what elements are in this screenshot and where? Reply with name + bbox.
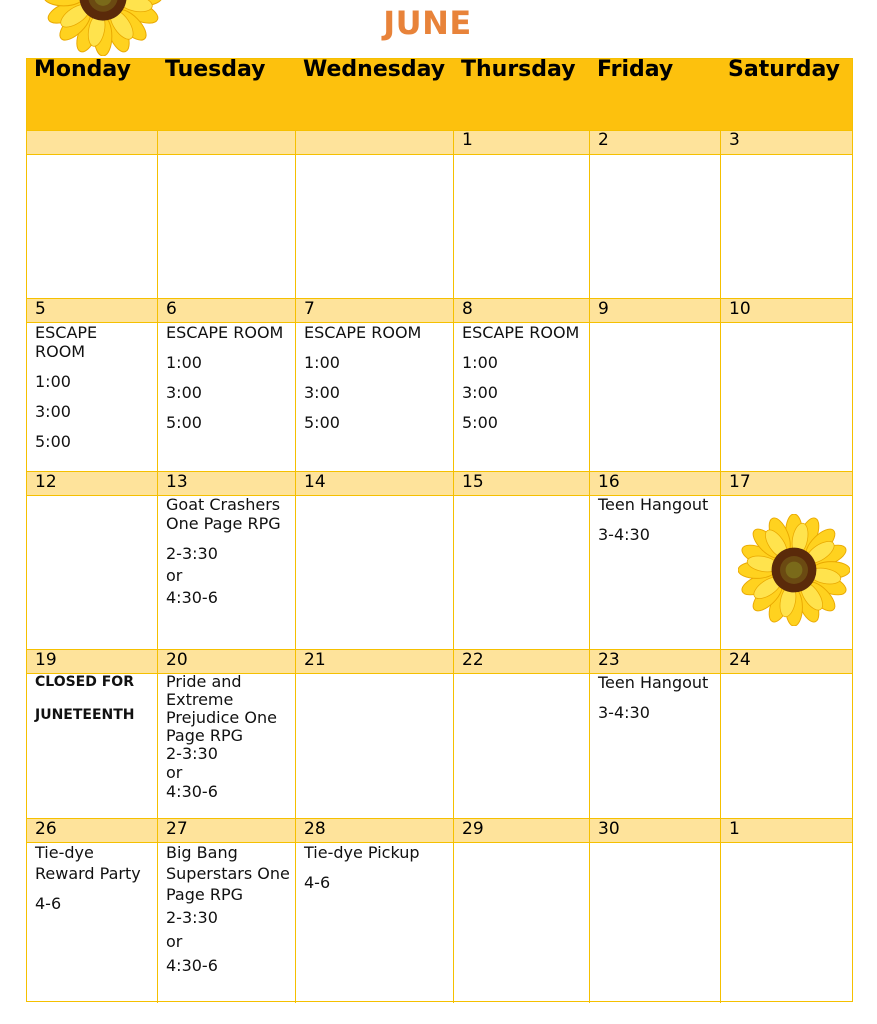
- event-title: Page RPG: [166, 885, 243, 904]
- event-escape-room: [454, 323, 589, 432]
- event-time: 3-4:30: [598, 703, 650, 722]
- event-title: Reward Party: [35, 864, 141, 883]
- date-number: 28: [304, 819, 326, 839]
- calendar-grid: [26, 58, 853, 1002]
- closed-line: CLOSED FOR: [35, 674, 134, 690]
- event-time: 1:00: [462, 353, 498, 372]
- date-number: 1: [729, 819, 740, 839]
- date-number: 7: [304, 299, 315, 319]
- event-time: 3:00: [35, 402, 71, 421]
- event-title: Prejudice One: [166, 708, 277, 727]
- date-number: 9: [598, 299, 609, 319]
- event-title: Pride and: [166, 672, 242, 691]
- event-time: 2-3:30: [166, 544, 218, 563]
- event-time: 2-3:30: [166, 744, 218, 763]
- weekday-monday: Monday: [34, 57, 131, 82]
- event-time: 4:30-6: [166, 956, 218, 975]
- event-time: 5:00: [166, 413, 202, 432]
- weekday-friday: Friday: [597, 57, 674, 82]
- event-goat-crashers: [158, 495, 295, 607]
- event-title: Tie-dye Pickup: [304, 843, 420, 862]
- date-number: 26: [35, 819, 57, 839]
- event-time: 3-4:30: [598, 525, 650, 544]
- event-time: 3:00: [462, 383, 498, 402]
- event-tie-dye-pickup: [296, 843, 453, 892]
- closed-line: JUNETEENTH: [35, 707, 135, 723]
- event-title: Superstars One: [166, 864, 290, 883]
- date-number: 22: [462, 650, 484, 670]
- sunflower-icon: [738, 514, 850, 626]
- date-number: 12: [35, 472, 57, 492]
- event-title: Goat Crashers: [166, 495, 281, 514]
- event-title: ESCAPE ROOM: [462, 323, 580, 342]
- event-time: 5:00: [35, 432, 71, 451]
- event-tie-dye-party: [27, 843, 157, 913]
- event-title: Page RPG: [166, 726, 243, 745]
- event-time: 1:00: [35, 372, 71, 391]
- event-pride-prejudice: [158, 673, 295, 801]
- event-title: ESCAPE ROOM: [304, 323, 422, 342]
- closed-notice: [27, 673, 157, 725]
- event-title: Tie-dye: [35, 843, 94, 862]
- event-time: 3:00: [166, 383, 202, 402]
- date-number: 16: [598, 472, 620, 492]
- date-number: 5: [35, 299, 46, 319]
- date-number: 8: [462, 299, 473, 319]
- weekday-thursday: Thursday: [461, 57, 576, 82]
- event-title: ESCAPE ROOM: [166, 323, 284, 342]
- event-time: 1:00: [166, 353, 202, 372]
- event-time: 4:30-6: [166, 782, 218, 801]
- event-escape-room: [296, 323, 453, 432]
- event-escape-room: [27, 323, 157, 451]
- column-divider: [720, 130, 721, 1003]
- date-number: 21: [304, 650, 326, 670]
- date-number: 2: [598, 130, 609, 150]
- event-title: Teen Hangout: [598, 673, 709, 692]
- event-title: One Page RPG: [166, 514, 281, 533]
- event-title: Big Bang: [166, 843, 238, 862]
- date-number: 14: [304, 472, 326, 492]
- date-number: 19: [35, 650, 57, 670]
- column-divider: [453, 130, 454, 1003]
- date-number: 23: [598, 650, 620, 670]
- event-time: 4-6: [304, 873, 331, 892]
- event-or: or: [166, 763, 183, 782]
- event-or: or: [166, 932, 183, 951]
- date-number: 1: [462, 130, 473, 150]
- weekday-wednesday: Wednesday: [303, 57, 446, 82]
- date-number: 17: [729, 472, 751, 492]
- month-title: JUNE: [383, 4, 472, 42]
- event-time: 1:00: [304, 353, 340, 372]
- date-number: 27: [166, 819, 188, 839]
- event-teen-hangout: [590, 673, 720, 722]
- event-time: 4-6: [35, 894, 62, 913]
- date-number: 15: [462, 472, 484, 492]
- event-time: 3:00: [304, 383, 340, 402]
- date-number: 24: [729, 650, 751, 670]
- weekday-tuesday: Tuesday: [165, 57, 266, 82]
- event-or: or: [166, 566, 183, 585]
- event-big-bang-superstars: [158, 843, 295, 975]
- event-title: Teen Hangout: [598, 495, 709, 514]
- event-title: ROOM: [35, 342, 86, 361]
- date-number: 30: [598, 819, 620, 839]
- date-number: 3: [729, 130, 740, 150]
- event-time: 5:00: [462, 413, 498, 432]
- event-title: ESCAPE: [35, 323, 98, 342]
- event-time: 5:00: [304, 413, 340, 432]
- date-number: 29: [462, 819, 484, 839]
- event-time: 2-3:30: [166, 908, 218, 927]
- event-escape-room: [158, 323, 295, 432]
- date-number: 10: [729, 299, 751, 319]
- weekday-saturday: Saturday: [728, 57, 840, 82]
- event-time: 4:30-6: [166, 588, 218, 607]
- event-teen-hangout: [590, 495, 720, 544]
- date-number: 20: [166, 650, 188, 670]
- date-number: 13: [166, 472, 188, 492]
- column-divider: [589, 130, 590, 1003]
- event-title: Extreme: [166, 690, 234, 709]
- date-number: 6: [166, 299, 177, 319]
